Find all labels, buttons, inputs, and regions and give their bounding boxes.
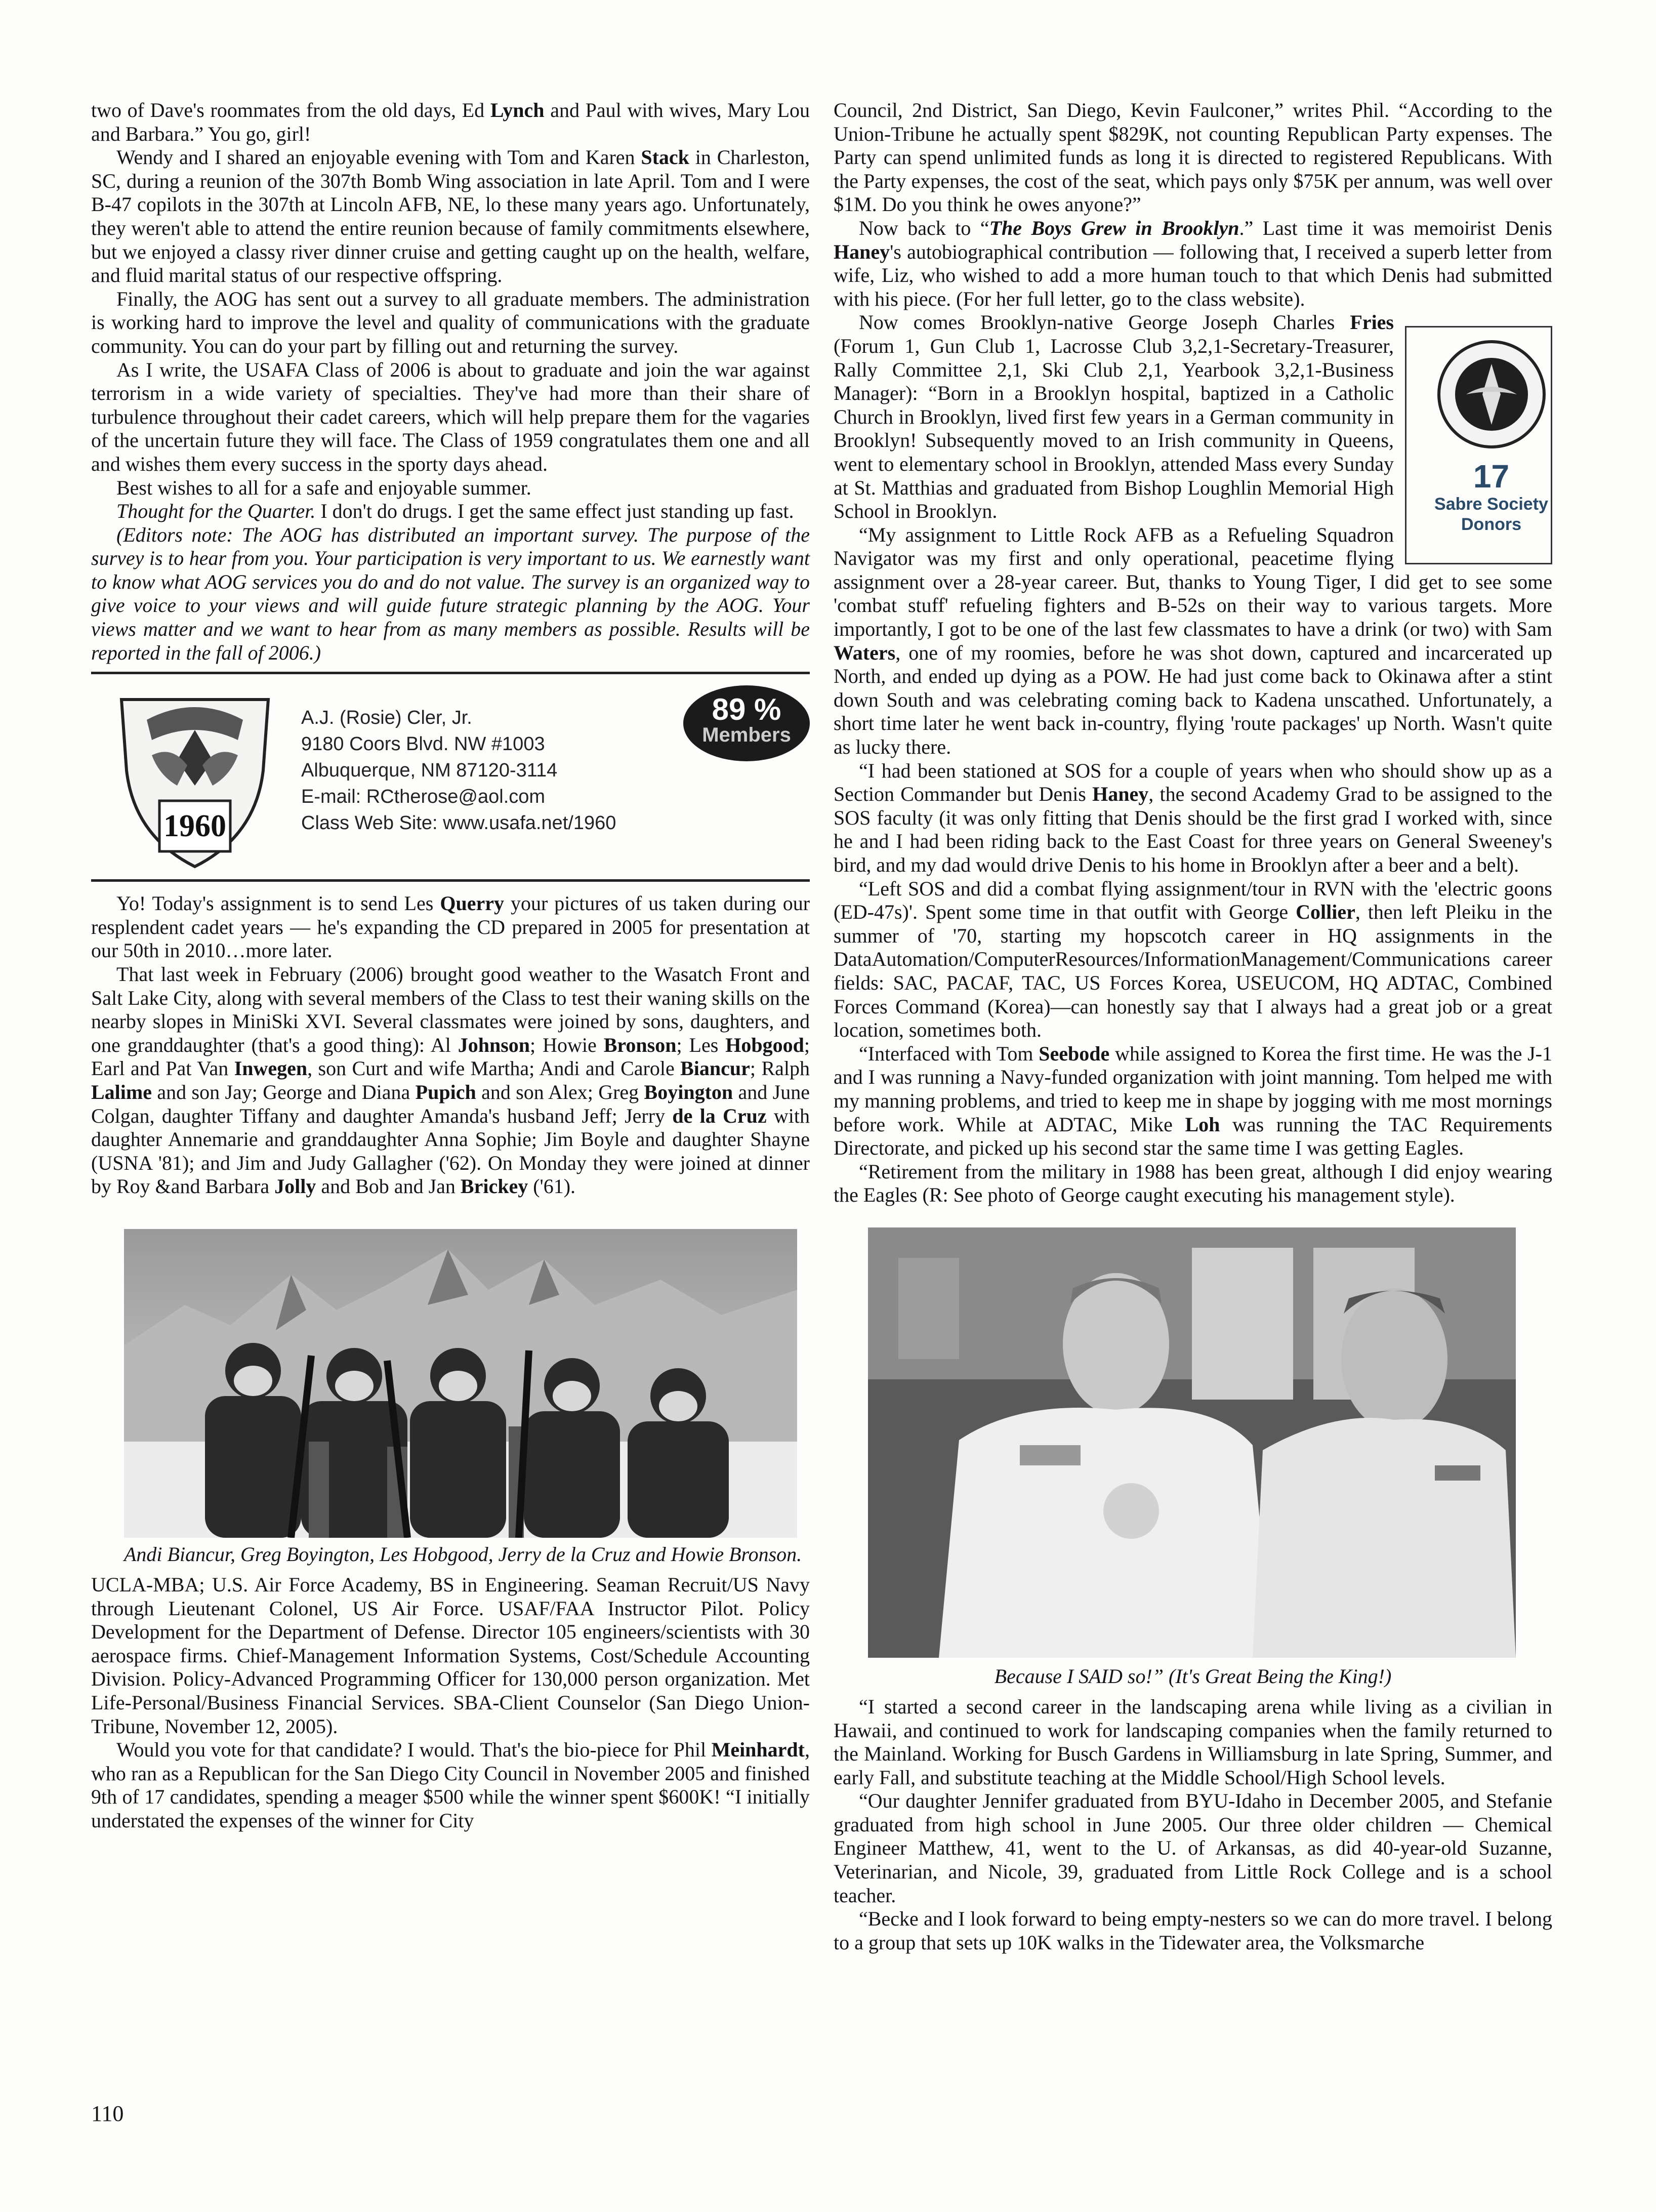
george-fries-photo: [868, 1227, 1516, 1658]
membership-percent: 89 %: [712, 692, 781, 727]
paragraph: (Editors note: The AOG has distributed an important survey. The purpose of the survey is to hear from you. Your participation is very important to us. We earnestly want to know what AOG services you do and do not value. The survey is an organized way to give voice to your views and will guide future strategic planning by the AOG. Your views matter and we want to hear from as many members as possible. Results will be reported in the fall of 2006.): [91, 523, 810, 664]
caption-paren: (It's Great Being the King!): [1164, 1664, 1392, 1688]
contact-street: 9180 Coors Blvd. NW #1003: [301, 733, 545, 755]
paragraph: “My assignment to Little Rock AFB as a Refueling Squadron Navigator was my first and only operational, peacetime flying assignment over a 28-year career. But, thanks to Young Tiger, I did get to see some 'combat stuff' refueling fighters and B-52s on their way to various targets. More importantly, I got to be one of the last few classmates to have a drink (or two) with Sam Waters, one of my roomies, before he was shot down, captured and incarcerated up North, and ended up dying as a POW. He had just come back to Okinawa after a stint down South and was celebrating coming back to Kadena unscathed. Unfortunately, a short time later he went back in-country, flying 'route packages' up North. Wasn't quite as lucky there.: [834, 523, 1552, 759]
paragraph: “Our daughter Jennifer graduated from BYU-Idaho in December 2005, and Stefanie graduated from high school in June 2005. Our three older children — Chemical Engineer Matthew, 41, went to the U. of Arkansas, as did 40-year-old Suzanne, Veterinarian, and Nicole, 39, graduated from Little Rock College and is a school teacher.: [834, 1789, 1552, 1907]
contact-address: [301, 705, 616, 836]
class-contact-block: [91, 674, 810, 879]
george-photo-caption: [834, 1665, 1552, 1688]
right-bottom-text: [834, 1695, 1552, 1955]
paragraph: Would you vote for that candidate? I would. That's the bio-piece for Phil Meinhardt, who ran as a Republican for the San Diego City Council in November 2005 and finished 9th of 17 candidates, spending a meager $500 while the winner spent $600K! “I initially understated the expenses of the winner for City: [91, 1738, 810, 1832]
ski-photo-caption: Andi Biancur, Greg Boyington, Les Hobgood, Jerry de la Cruz and Howie Bronson.: [124, 1542, 802, 1566]
bio-text: [91, 1573, 810, 1833]
ski-group-photo: [124, 1229, 797, 1538]
paragraph: “Retirement from the military in 1988 has been great, although I did enjoy wearing the Eagles (R: See photo of George caught executing his management style).: [834, 1160, 1552, 1207]
paragraph: 17 Sabre Society Donors Now comes Brooklyn-native George Joseph Charles Fries (Forum 1, Gun Club 1, Lacrosse Club 3,2,1-Secretary-Treasurer, Rally Committee 2,1, Ski Club 2,1, Yearbook 3,2,1-Business Manager): “Born in a Brooklyn hospital, baptized in a Catholic Church in Brooklyn, lived first few years in a German community in Brooklyn! Subsequently moved to an Irish community in Queens, went to elementary school in Brooklyn, attended Mass every Sunday at St. Matthias and graduated from Bishop Loughlin Memorial High School in Brooklyn.: [834, 311, 1552, 523]
paragraph: Thought for the Quarter. I don't do drugs. I get the same effect just standing up fast.: [116, 500, 794, 523]
paragraph: two of Dave's roommates from the old days, Ed Lynch and Paul with wives, Mary Lou and Barbara.” You go, girl!: [91, 99, 810, 145]
sabre-label-1: Sabre Society: [1434, 494, 1548, 514]
contact-email[interactable]: E-mail: RCtherose@aol.com: [301, 786, 546, 808]
sabre-count: 17: [1473, 458, 1510, 495]
paragraph: That last week in February (2006) brought good weather to the Wasatch Front and Salt Lake City, along with several members of the Class to test their waning skills on the nearby slopes in MiniSki XVI. Several classmates were joined by sons, daughters, and one granddaughter (that's a good thing): Al Johnson; Howie Bronson; Les Hobgood; Earl and Pat Van Inwegen, son Curt and wife Martha; Andi and Carole Biancur; Ralph Lalime and son Jay; George and Diana Pupich and son Alex; Greg Boyington and June Colgan, daughter Tiffany and daughter Amanda's husband Jeff; Jerry de la Cruz with daughter Annemarie and granddaughter Anna Sophie; Jim Boyle and daughter Shayne (USNA '81); and Jim and Judy Gallagher ('62). On Monday they were joined at dinner by Roy &and Barbara Jolly and Bob and Jan Brickey ('61).: [91, 963, 810, 1198]
class-news-text: [91, 892, 810, 1199]
contact-name: A.J. (Rosie) Cler, Jr.: [301, 707, 472, 729]
sabre-label-2: Donors: [1461, 514, 1521, 534]
paragraph: Yo! Today's assignment is to send Les Querry your pictures of us taken during our resplendent cadet years — he's expanding the CD prepared in 2005 for presentation at our 50th in 2010…more later.: [91, 892, 810, 962]
paragraph: Best wishes to all for a safe and enjoyable summer.: [116, 476, 531, 499]
paragraph: “Left SOS and did a combat flying assignment/tour in RVN with the 'electric goons (ED-47s)'. Spent some time in that outfit with George Collier, then left Pleiku in the summer of '70, starting my hopscotch career in HQ assignments in the DataAutomation/ComputerResources/InformationManagement/Communications career fields: SAC, PACAF, TAC, US Forces Korea, USEUCOM, HQ ADTAC, Combined Forces Command (Korea)—can honestly say that I always had a great job or a great location, sometimes both.: [834, 877, 1552, 1042]
left-column: [91, 99, 810, 1833]
right-column: [834, 99, 1552, 1954]
membership-label: Members: [702, 724, 791, 747]
section-divider-bottom: [91, 879, 810, 882]
paragraph: Wendy and I shared an enjoyable evening with Tom and Karen Stack in Charleston, SC, during a reunion of the 307th Bomb Wing association in late April. Tom and I were B-47 copilots in the 307th at Lincoln AFB, NE, lo these many years ago. Unfortunately, they weren't able to attend the entire reunion because of family commitments elsewhere, but we enjoyed a classy river dinner cruise and getting caught up on the health, welfare, and fluid marital status of our respective offspring.: [91, 146, 810, 287]
sabre-society-box: [1405, 326, 1552, 564]
caption-main: Because I SAID so!”: [994, 1664, 1164, 1688]
paragraph: Now back to “The Boys Grew in Brooklyn.” Last time it was memoirist Denis Haney's autobiographical contribution — following that, I received a superb letter from wife, Liz, who wished to add a more human touch to that which Denis had submitted with his piece. (For her full letter, go to the class website).: [834, 216, 1552, 310]
right-top-text: [834, 99, 1552, 1207]
sabre-society-seal-icon: [1436, 339, 1547, 450]
crest-year: 1960: [163, 809, 226, 844]
class-1960-crest-icon: [111, 684, 278, 872]
contact-city: Albuquerque, NM 87120-3114: [301, 760, 558, 782]
paragraph: UCLA-MBA; U.S. Air Force Academy, BS in Engineering. Seaman Recruit/US Navy through Lieutenant Colonel, US Air Force. USAF/FAA Instructor Pilot. Policy Development for the Department of Defense. Director 105 engineers/scientists with 30 aerospace firms. Chief-Management Information Systems, Cost/Schedule Accounting Division. Policy-Advanced Programming Officer for 130,000 person organization. Met Life-Personal/Business Financial Services. SBA-Client Counselor (San Diego Union-Tribune, November 12, 2005).: [91, 1573, 810, 1738]
paragraph: “I started a second career in the landscaping arena while living as a civilian in Hawaii, and continued to work for landscaping companies when the family returned to the Mainland. Working for Busch Gardens in Williamsburg in late Spring, Summer, and early Fall, and substitute teaching at the Middle School/High School levels.: [834, 1695, 1552, 1789]
page-number: 110: [91, 2101, 124, 2126]
contact-website[interactable]: Class Web Site: www.usafa.net/1960: [301, 812, 616, 834]
paragraph: “Interfaced with Tom Seebode while assigned to Korea the first time. He was the J-1 and I was running a Navy-funded organization with joint manning. Tom helped me with my manning problems, and tried to keep me in shape by jogging with me most mornings before work. While at ADTAC, Mike Loh was running the TAC Requirements Directorate, and picked up his second star the same time I was getting Eagles.: [834, 1042, 1553, 1160]
paragraph: Finally, the AOG has sent out a survey to all graduate members. The administration is working hard to improve the level and quality of communications with the graduate community. You can do your part by filling out and returning the survey.: [91, 287, 810, 357]
membership-badge: [683, 685, 810, 761]
paragraph: “I had been stationed at SOS for a couple of years when who should show up as a Section Commander but Denis Haney, the second Academy Grad to be assigned to the SOS faculty (it was only fitting that Denis should be the first grad I worked with, since he and I had been riding back to the East Coast for three years on General Sweeney's bird, and my dad would drive Denis to his home in Brooklyn after a beer and a belt).: [834, 759, 1552, 876]
paragraph: “Becke and I look forward to being empty-nesters so we can do more travel. I belong to a group that sets up 10K walks in the Tidewater area, the Volksmarche: [834, 1907, 1552, 1954]
intro-text: [91, 99, 810, 665]
paragraph: As I write, the USAFA Class of 2006 is about to graduate and join the war against terrorism in a wide variety of specialties. They've had more than their share of turbulence throughout their cadet careers, which will help prepare them for the vagaries of the uncertain future they will face. The Class of 1959 congratulates them one and all and wishes them every success in the sporty days ahead.: [91, 358, 810, 475]
paragraph: Council, 2nd District, San Diego, Kevin Faulconer,” writes Phil. “According to the Union-Tribune he actually spent $829K, not counting Republican Party expenses. The Party can spend unlimited funds as long it is directed to registered Republicans. With the Party expenses, the cost of the seat, which pays only $75K per annum, was well over $1M. Do you think he owes anyone?”: [834, 99, 1552, 216]
